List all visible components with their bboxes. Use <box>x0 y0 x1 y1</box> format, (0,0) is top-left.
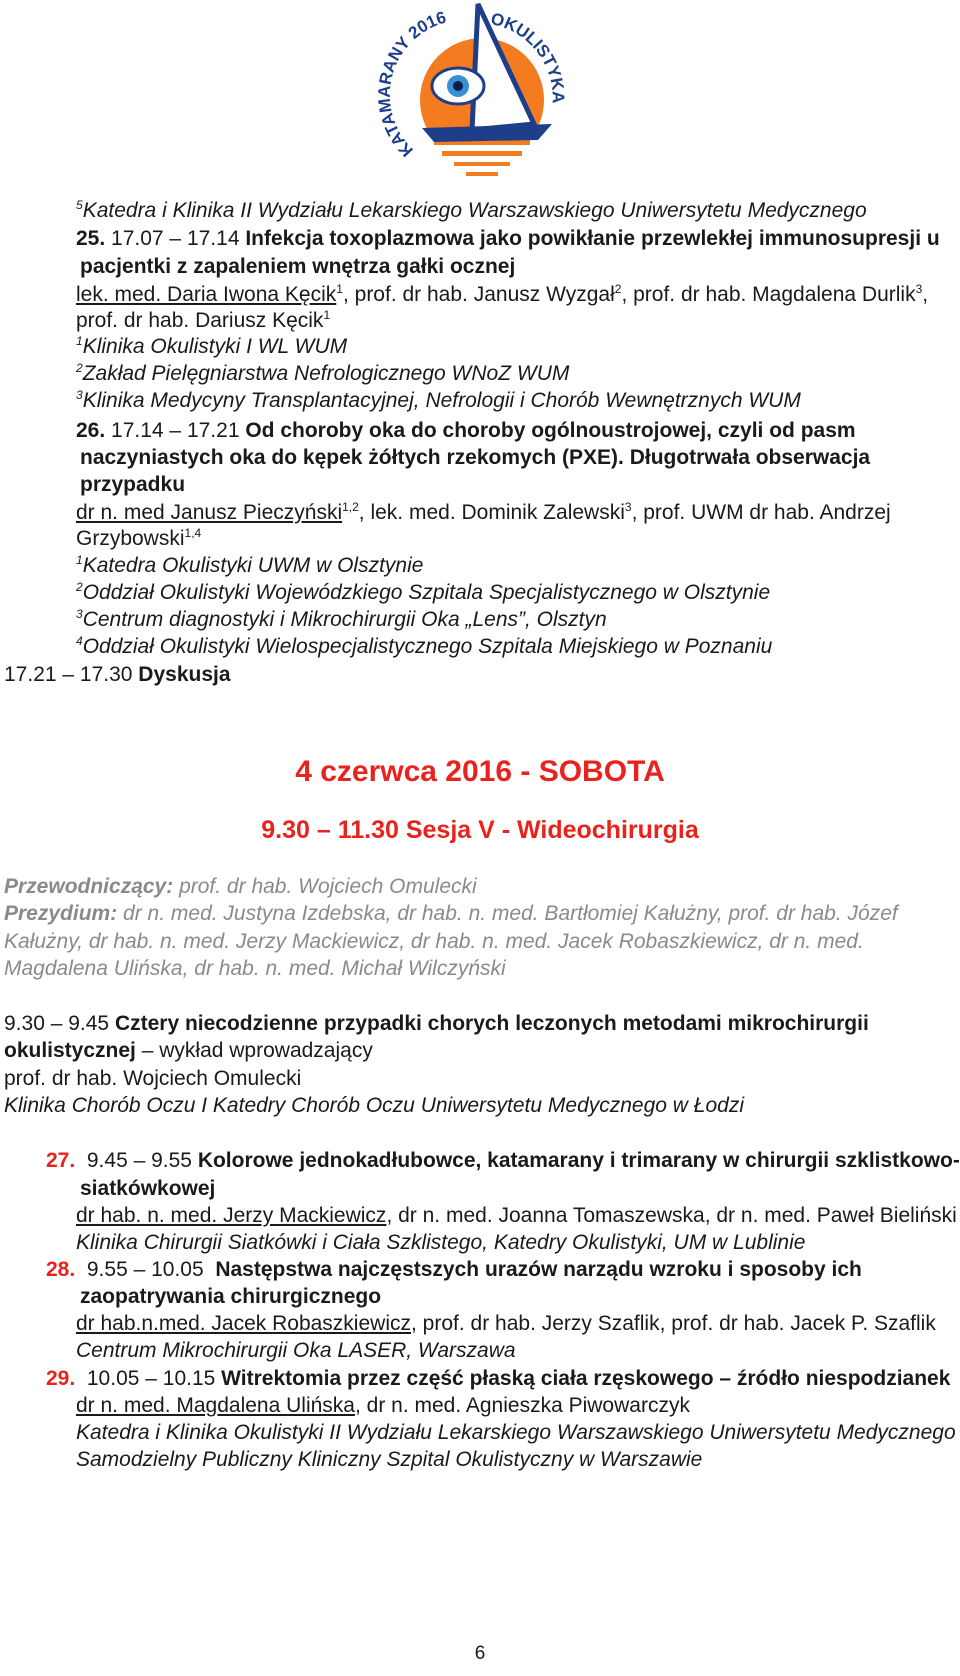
conference-logo <box>362 0 602 200</box>
presentation-29-affiliation: Katedra i Klinika Okulistyki II Wydziału Lekarskiego Warszawskiego Uniwersytetu Medycznego <box>76 1421 956 1444</box>
presentation-27-authors: dr hab. n. med. Jerzy Mackiewicz, dr n. med. Joanna Tomaszewska, dr n. med. Paweł Bieliński <box>76 1204 957 1227</box>
logo-text-right: OKULISTYKA <box>488 9 568 104</box>
presentation-28-title: 28. 9.55 – 10.05 Następstwa najczęstszych urazów narządu wzroku i sposoby ich <box>46 1258 862 1281</box>
affiliation-line: $^4$Oddział Okulistyki Wielospecjalistycznego Szpitala Miejskiego w Poznaniu <box>76 634 773 658</box>
presentation-27-title-cont: siatkówkowej <box>80 1177 216 1200</box>
session-heading: 9.30 – 11.30 Sesja V - Wideochirurgia <box>261 816 699 844</box>
discussion-line: 17.21 – 17.30 Dyskusja <box>4 663 231 686</box>
affiliation-line: $^5$Katedra i Klinika II Wydziału Lekarskiego Warszawskiego Uniwersytetu Medycznego <box>76 198 867 222</box>
affiliation-line: $^3$Klinika Medycyny Transplantacyjnej, Nefrologii i Chorób Wewnętrznych WUM <box>76 388 801 412</box>
presentation-29-affiliation: Samodzielny Publiczny Kliniczny Szpital Okulistyczny w Warszawie <box>76 1448 703 1471</box>
affiliation-line: $^1$Katedra Okulistyki UWM w Olsztynie <box>76 553 424 577</box>
affiliation-line: $^2$Oddział Okulistyki Wojewódzkiego Szpitala Specjalistycznego w Olsztynie <box>76 580 771 604</box>
presentation-27-title: 27. 9.45 – 9.55 Kolorowe jednokadłubowce, katamarany i trimarany w chirurgii szklistkowo- <box>46 1149 960 1172</box>
presentation-26-authors: dr n. med Janusz Pieczyński$^{1,2}$, lek. med. Dominik Zalewski$^3$, prof. UWM dr hab. Andrzej <box>76 500 891 524</box>
intro-lecture-title: 9.30 – 9.45 Cztery niecodzienne przypadki chorych leczonych metodami mikrochirurgii <box>4 1012 869 1035</box>
page-number: 6 <box>474 1643 486 1664</box>
presentation-28-title-cont: zaopatrywania chirurgicznego <box>80 1285 382 1308</box>
intro-lecture-author: prof. dr hab. Wojciech Omulecki <box>4 1067 302 1090</box>
presentation-26-title-cont: przypadku <box>80 473 186 496</box>
presentation-28-authors: dr hab.n.med. Jacek Robaszkiewicz, prof. dr hab. Jerzy Szaflik, prof. dr hab. Jacek P. Szaflik <box>76 1312 936 1335</box>
session-presidium: Prezydium: dr n. med. Justyna Izdebska, dr hab. n. med. Bartłomiej Kałużny, prof. dr hab. Józef <box>4 902 898 925</box>
presentation-26-title-cont: naczyniastych oka do kępek żółtych rzekomych (PXE). Długotrwała obserwacja <box>80 446 871 469</box>
presentation-28-affiliation: Centrum Mikrochirurgii Oka LASER, Warszawa <box>76 1339 516 1362</box>
session-presidium-cont: Kałużny, dr hab. n. med. Jerzy Mackiewicz, dr hab. n. med. Jacek Robaszkiewicz, dr n. med. <box>4 930 864 953</box>
logo-text-left: KATAMARANY 2016 <box>374 7 449 161</box>
affiliation-line: $^3$Centrum diagnostyki i Mikrochirurgii Oka „Lens”, Olsztyn <box>76 607 607 631</box>
affiliation-line: $^1$Klinika Okulistyki I WL WUM <box>76 334 348 358</box>
presentation-27-affiliation: Klinika Chirurgii Siatkówki i Ciała Szklistego, Katedry Okulistyki, UM w Lublinie <box>76 1231 806 1254</box>
presentation-25-authors-cont: prof. dr hab. Dariusz Kęcik$^1$ <box>76 308 331 332</box>
presentation-25-title: 25. 17.07 – 17.14 Infekcja toxoplazmowa jako powikłanie przewlekłej immunosupresji u <box>76 227 940 250</box>
presentation-29-title: 29. 10.05 – 10.15 Witrektomia przez część płaską ciała rzęskowego – źródło niespodzianek <box>46 1367 951 1390</box>
intro-lecture-affiliation: Klinika Chorób Oczu I Katedry Chorób Oczu Uniwersytetu Medycznego w Łodzi <box>4 1094 745 1117</box>
presentation-25-title-cont: pacjentki z zapaleniem wnętrza gałki ocznej <box>80 255 516 278</box>
presentation-25-authors: lek. med. Daria Iwona Kęcik$^1$, prof. dr hab. Janusz Wyzgał$^2$, prof. dr hab. Magdalena Durlik$^3$, <box>76 282 929 306</box>
affiliation-line: $^2$Zakład Pielęgniarstwa Nefrologicznego WNoZ WUM <box>76 361 570 385</box>
presentation-26-authors-cont: Grzybowski$^{1,4}$ <box>76 526 202 550</box>
session-presidium-cont: Magdalena Ulińska, dr hab. n. med. Michał Wilczyński <box>4 957 506 980</box>
presentation-26-title: 26. 17.14 – 17.21 Od choroby oka do choroby ogólnoustrojowej, czyli od pasm <box>76 419 856 442</box>
session-chair: Przewodniczący: prof. dr hab. Wojciech Omulecki <box>4 875 477 898</box>
intro-lecture-title-cont: okulistycznej – wykład wprowadzający <box>4 1039 373 1062</box>
day-heading: 4 czerwca 2016 - SOBOTA <box>295 755 665 788</box>
presentation-29-authors: dr n. med. Magdalena Ulińska, dr n. med. Agnieszka Piwowarczyk <box>76 1394 690 1417</box>
